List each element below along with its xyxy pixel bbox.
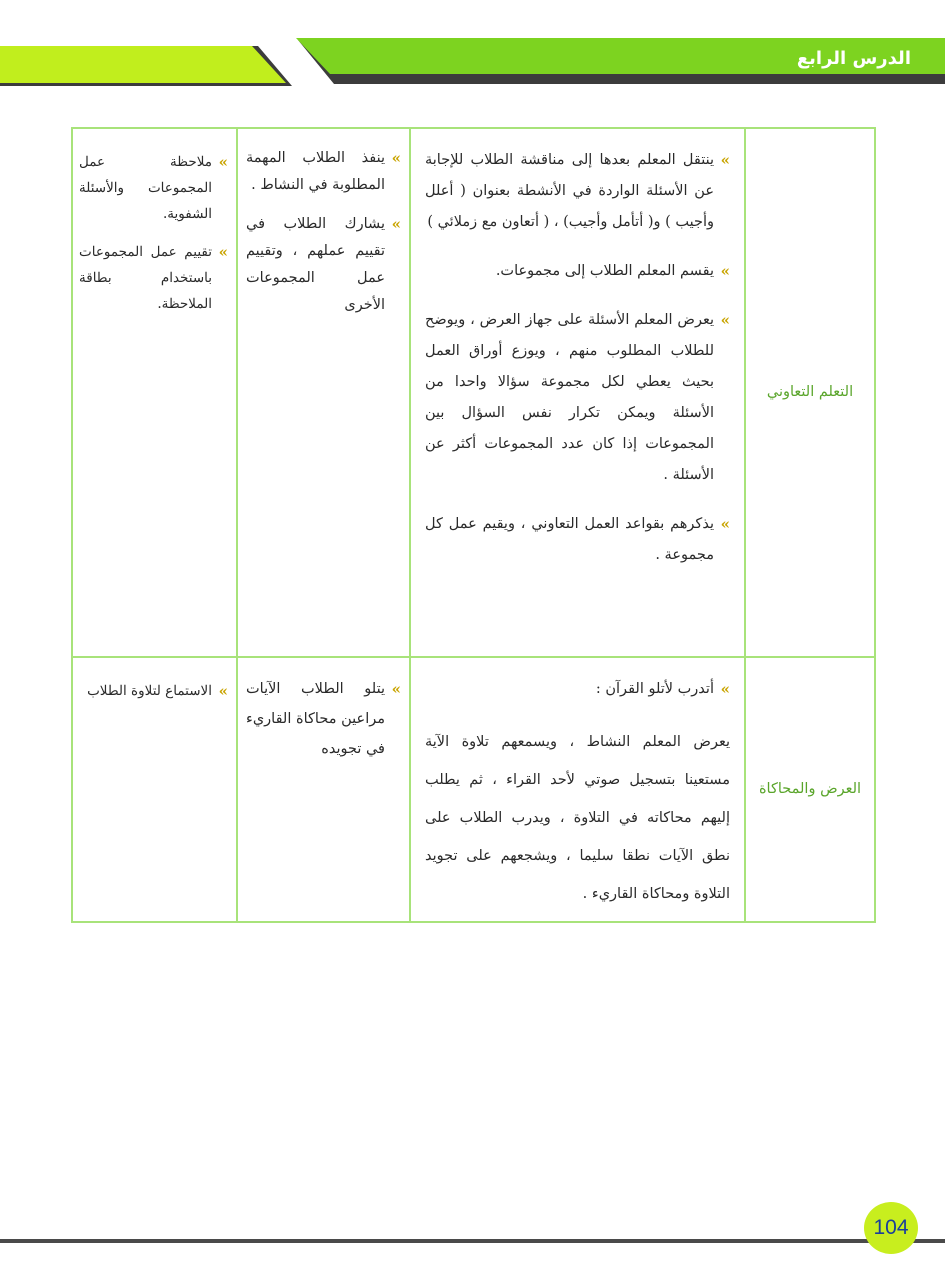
stage-cell (745, 128, 875, 657)
list-item: » يقسم المعلم الطلاب إلى مجموعات. (425, 256, 730, 287)
evaluation-cell (72, 657, 237, 922)
stage-label: التعلم التعاوني (766, 384, 854, 400)
teacher-procedures-cell (410, 128, 745, 657)
student-activities-cell (237, 657, 410, 922)
student-activities-cell (237, 128, 410, 657)
list-item: » الاستماع لتلاوة الطلاب (79, 678, 228, 704)
evaluation-cell (72, 128, 237, 657)
stage-label: العرض والمحاكاة (758, 781, 862, 797)
table-row (72, 657, 875, 922)
table-row (72, 128, 875, 657)
stage-cell (745, 657, 875, 922)
list-item: » يذكرهم بقواعد العمل التعاوني ، ويقيم عمل كل مجموعة . (425, 509, 730, 571)
paragraph: يعرض المعلم النشاط ، ويسمعهم تلاوة الآية مستعينا بتسجيل صوتي لأحد القراء ، ثم يطلب إليهم محاكاته في التلاوة ، ويدرب الطلاب على نطق الآيات نطقا سليما ، ويشجعهم على تجويد التلاوة ومحاكاة القاريء . (425, 734, 730, 902)
list-item: » يتلو الطلاب الآيات مراعين محاكاة القاريء في تجويده (246, 674, 401, 764)
lesson-title: الدرس الرابع (796, 48, 911, 69)
list-item: » ملاحظة عمل المجموعات والأسئلة الشفوية. (79, 149, 228, 227)
list-item: » تقييم عمل المجموعات باستخدام بطاقة الملاحظة. (79, 239, 228, 317)
list-item: » يعرض المعلم الأسئلة على جهاز العرض ، ويوضح للطلاب المطلوب منهم ، ويوزع أوراق العمل بحيث يعطي لكل مجموعة سؤالا واحدا من الأسئلة ويمكن تكرار نفس السؤال بين المجموعات إذا كان عدد المجموعات أكثر عن الأسئلة . (425, 305, 730, 491)
teacher-procedures-cell (410, 657, 745, 922)
list-item: » يشارك الطلاب في تقييم عملهم ، وتقييم عمل المجموعات الأخرى (246, 211, 401, 319)
list-item: » ينفذ الطلاب المهمة المطلوبة في النشاط . (246, 145, 401, 199)
header-banner-left (0, 46, 286, 84)
page-number: 104 (864, 1202, 918, 1254)
lesson-plan-table (71, 127, 876, 923)
footer-divider (0, 1239, 945, 1243)
list-item: » أتدرب لأتلو القرآن : (425, 674, 730, 705)
list-item: » ينتقل المعلم بعدها إلى مناقشة الطلاب للإجابة عن الأسئلة الواردة في الأنشطة بعنوان ( أعلل وأجيب ) و( أتأمل وأجيب) ، ( أتعاون مع زملائي ) (425, 145, 730, 238)
